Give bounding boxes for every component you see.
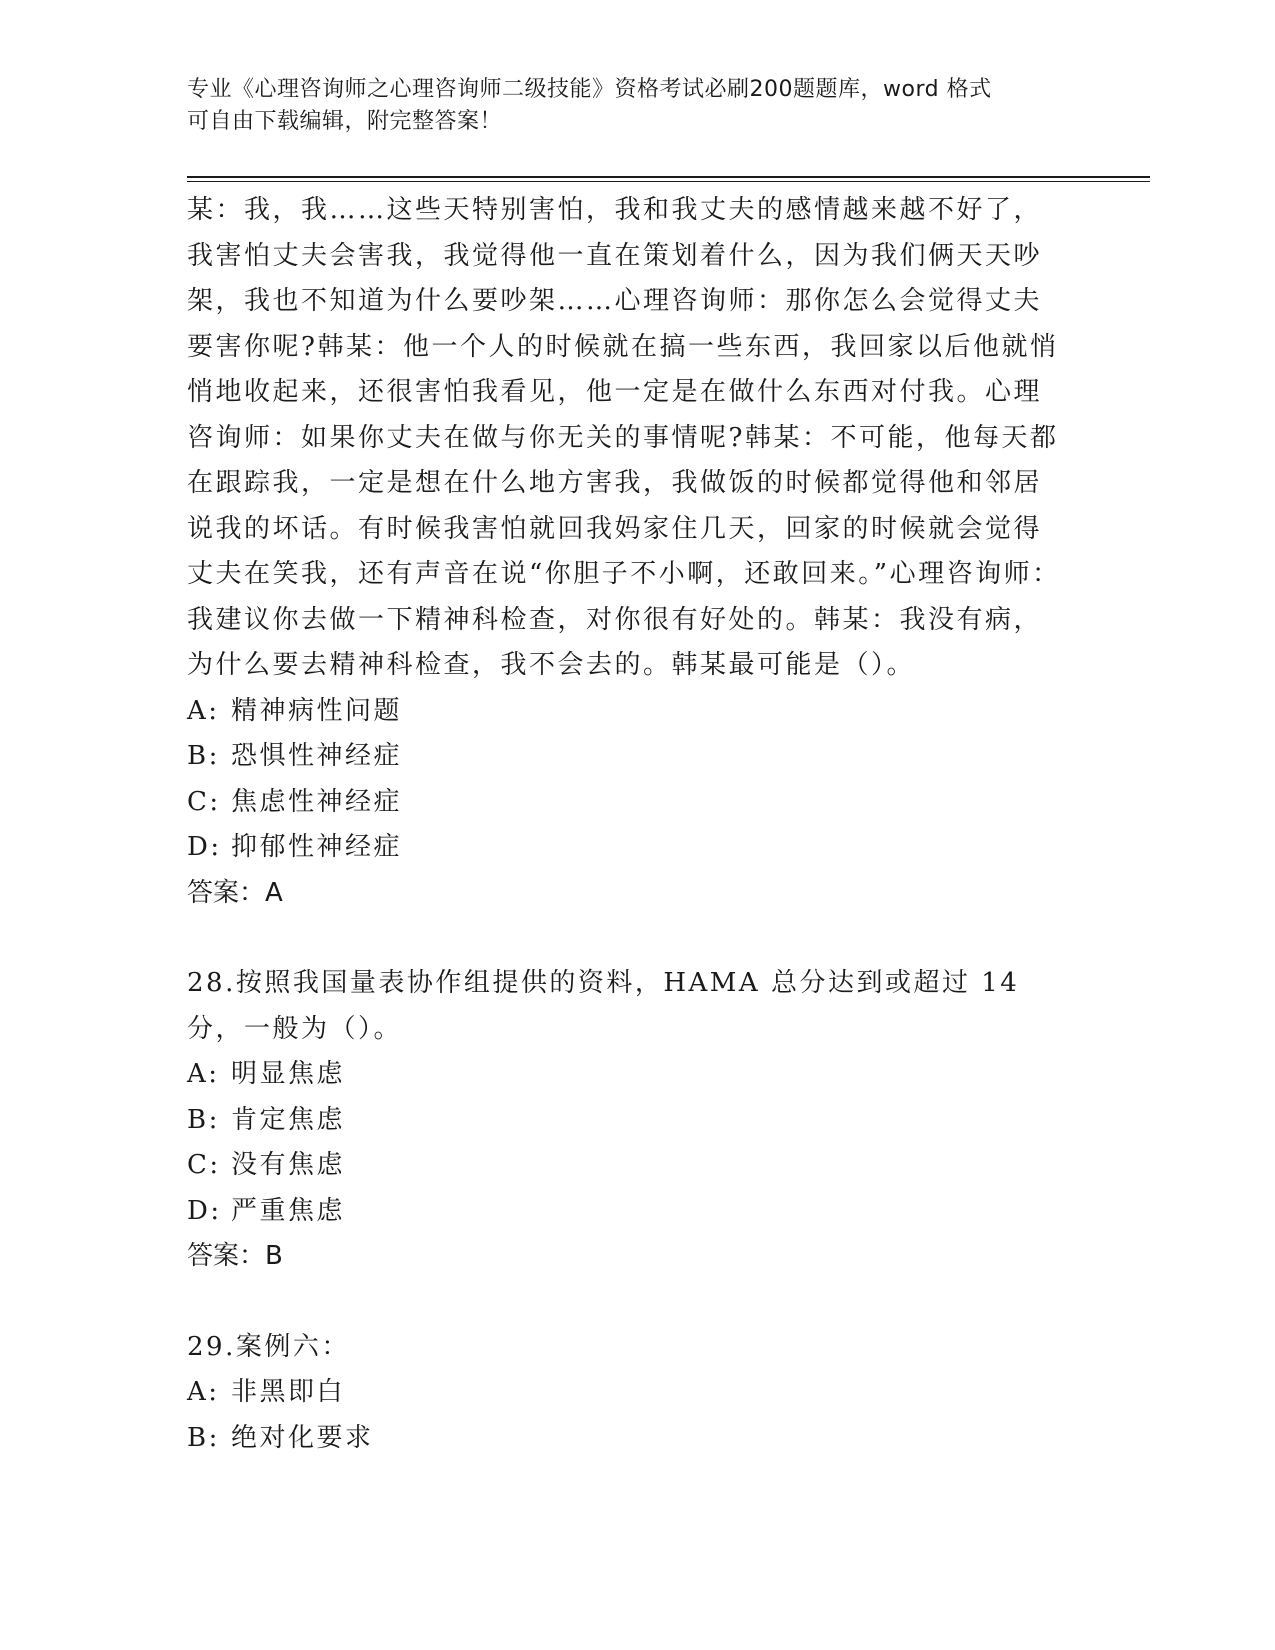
question-27-passage: 某：我，我……这些天特别害怕，我和我丈夫的感情越来越不好了，我害怕丈夫会害我，我觉得他一直在策划着什么，因为我们俩天天吵架，我也不知道为什么要吵架……心理咨询师：那你怎么会觉得丈夫要害你呢?韩某：他一个人的时候就在搞一些东西，我回家以后他就悄悄地收起来，还很害怕我看见，他一定是在做什么东西对付我。心理咨询师：如果你丈夫在做与你无关的事情呢?韩某：不可能，他每天都在跟踪我，一定是想在什么地方害我，我做饭的时候都觉得他和邻居说我的坏话。有时候我害怕就回我妈家住几天，回家的时候就会觉得丈夫在笑我，还有声音在说“你胆子不小啊，还敢回来。”心理咨询师：我建议你去做一下精神科检查，对你很有好处的。韩某：我没有病，为什么要去精神科检查，我不会去的。韩某最可能是（）。 (187, 195, 1061, 680)
option-text: 明显焦虑 (231, 1059, 346, 1089)
spacer (187, 1280, 1067, 1325)
option-text: 精神病性问题 (231, 695, 403, 726)
question-28-option-c (187, 1143, 1067, 1189)
spacer (187, 916, 1067, 961)
option-text: 焦虑性神经症 (231, 786, 403, 817)
question-27 (187, 188, 1067, 916)
question-29-stem: 29.案例六： (187, 1331, 350, 1362)
option-letter: D: (187, 1195, 222, 1226)
option-text: 绝对化要求 (231, 1422, 374, 1453)
option-text: 严重焦虑 (231, 1195, 346, 1226)
option-text: 非黑即白 (231, 1377, 346, 1407)
question-29 (187, 1325, 1067, 1462)
question-29-option-a (187, 1370, 1067, 1416)
option-letter: D: (187, 832, 222, 862)
question-27-option-a (187, 689, 1067, 735)
question-27-option-b (187, 734, 1067, 780)
option-letter: A: (187, 1377, 220, 1407)
question-28-option-a (187, 1052, 1067, 1098)
question-27-option-d (187, 825, 1067, 871)
option-letter: A: (187, 695, 220, 726)
document-body (187, 188, 1067, 1461)
question-28 (187, 961, 1067, 1280)
option-letter: B: (187, 1104, 220, 1135)
option-text: 抑郁性神经症 (231, 832, 403, 862)
question-28-answer: 答案：B (187, 1241, 283, 1271)
question-29-option-b (187, 1416, 1067, 1462)
option-letter: A: (187, 1059, 220, 1089)
question-28-stem: 28.按照我国量表协作组提供的资料，HAMA 总分达到或超过 14 分，一般为（）。 (187, 968, 1020, 1044)
option-text: 没有焦虑 (231, 1150, 346, 1180)
header-divider-thin (187, 181, 1150, 182)
option-letter: B: (187, 741, 220, 771)
option-letter: C: (187, 786, 221, 817)
option-text: 肯定焦虑 (231, 1104, 346, 1135)
option-letter: C: (187, 1150, 221, 1180)
option-letter: B: (187, 1422, 220, 1453)
header-title-line-2: 可自由下载编辑，附完整答案！ (187, 109, 503, 134)
question-28-option-d (187, 1189, 1067, 1235)
option-text: 恐惧性神经症 (231, 741, 403, 771)
question-27-option-c (187, 780, 1067, 826)
header-title-line-1: 专业《心理咨询师之心理咨询师二级技能》资格考试必刷200题题库，word 格式 (187, 77, 992, 102)
question-28-option-b (187, 1098, 1067, 1144)
header-divider-thick (187, 176, 1150, 178)
question-27-answer: 答案：A (187, 877, 283, 908)
page-header (187, 74, 1087, 138)
